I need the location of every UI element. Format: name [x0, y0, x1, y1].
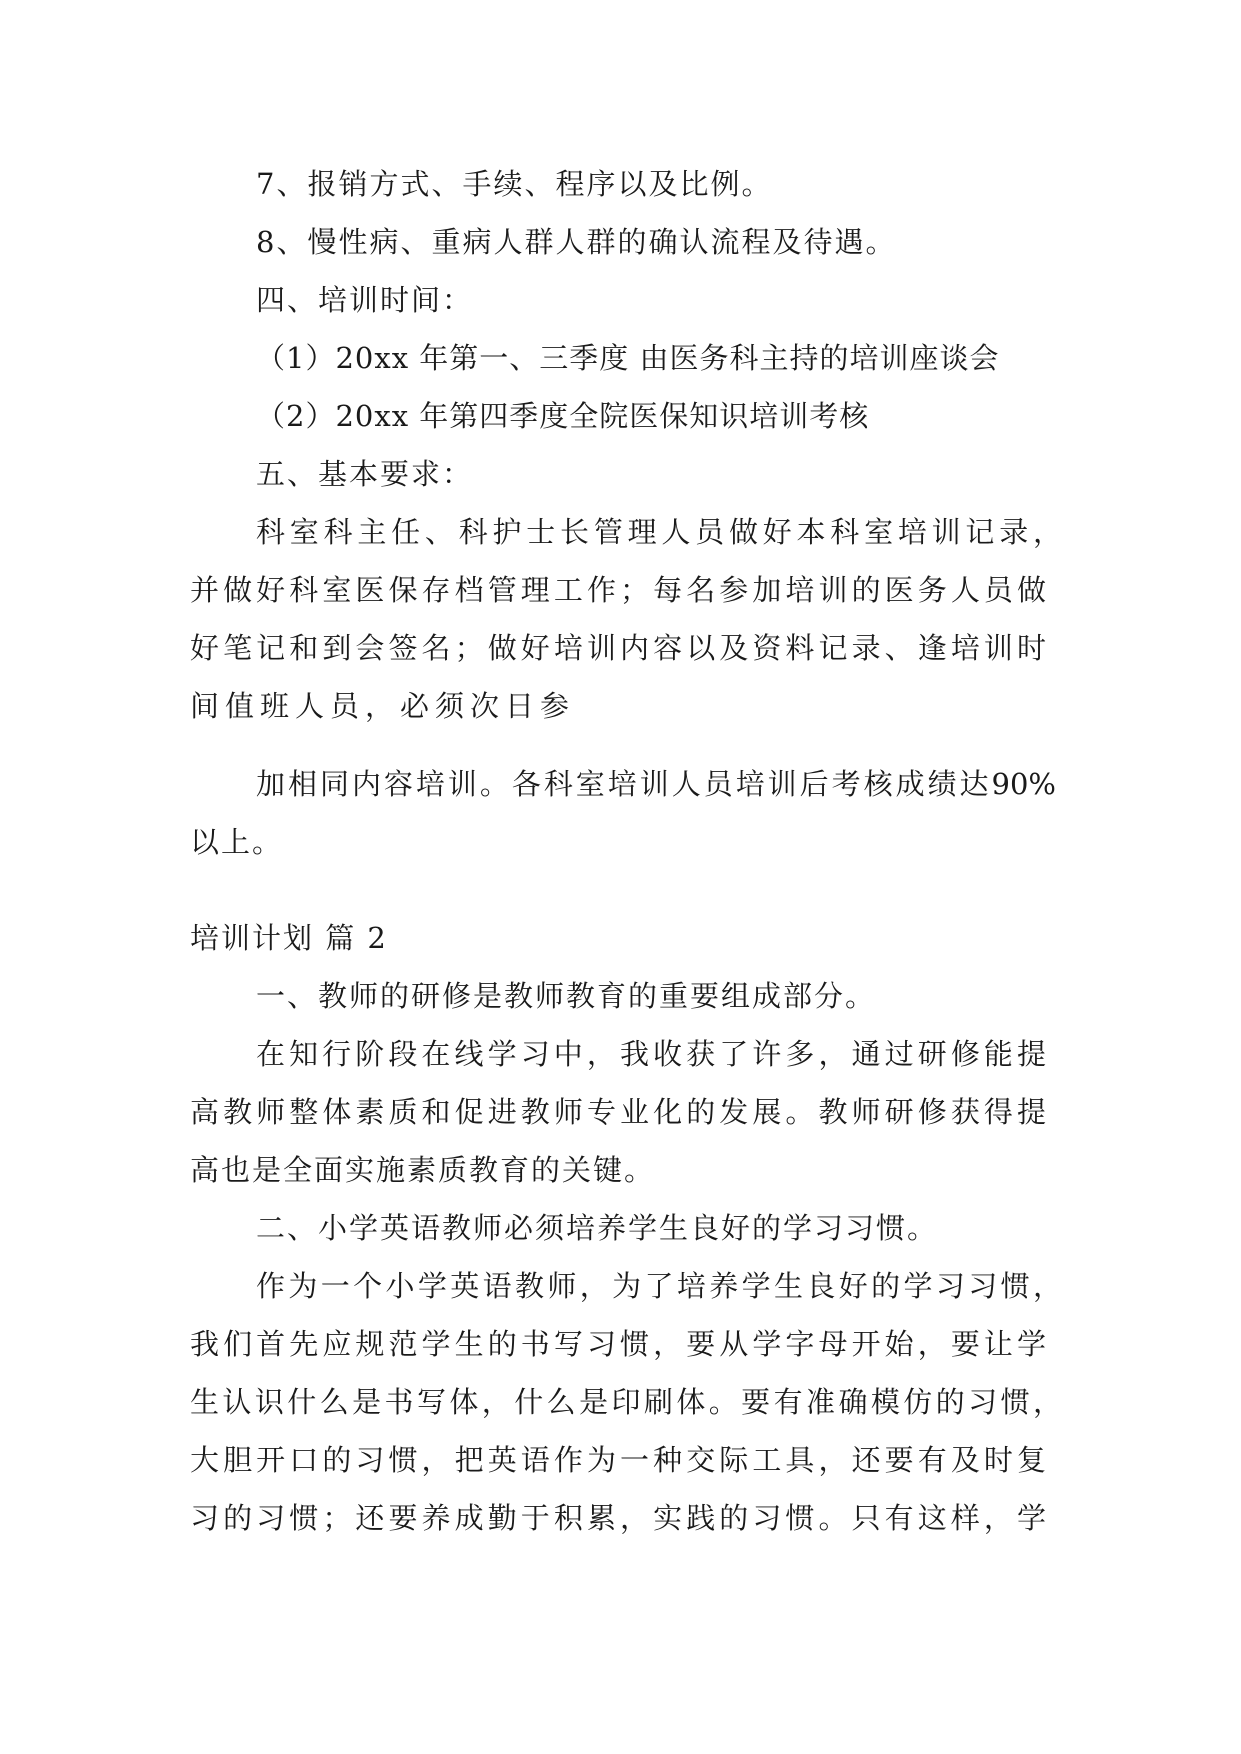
section-title: 培训计划 篇 2: [190, 921, 388, 955]
requirements-line-1: 科室科主任、科护士长管理人员做好本科室培训记录，: [256, 515, 1062, 549]
heading-basic-requirements: 五、基本要求：: [256, 457, 474, 491]
item-8: 8、慢性病、重病人群人群的确认流程及待遇。: [256, 225, 897, 259]
para2-line-2: 我们首先应规范学生的书写习惯，要从学字母开始，要让学: [190, 1327, 1046, 1361]
para2-line-4: 大胆开口的习惯，把英语作为一种交际工具，还要有及时复: [190, 1443, 1046, 1477]
requirements-line-4: 间值班人员，必须次日参: [190, 689, 576, 723]
para1-line-1: 在知行阶段在线学习中，我收获了许多，通过研修能提: [256, 1037, 1046, 1071]
point-2: 二、小学英语教师必须培养学生良好的学习习惯。: [256, 1211, 939, 1245]
heading-training-time: 四、培训时间：: [256, 283, 474, 317]
para2-line-3: 生认识什么是书写体，什么是印刷体。要有准确模仿的习惯，: [190, 1385, 1062, 1419]
point-1: 一、教师的研修是教师教育的重要组成部分。: [256, 979, 877, 1013]
para2-line-1: 作为一个小学英语教师，为了培养学生良好的学习习惯，: [256, 1269, 1062, 1303]
para1-line-2: 高教师整体素质和促进教师专业化的发展。教师研修获得提: [190, 1095, 1046, 1129]
requirements-cont-line-2: 以上。: [190, 825, 284, 859]
schedule-2: （2）20xx 年第四季度全院医保知识培训考核: [256, 399, 870, 433]
requirements-line-3: 好笔记和到会签名；做好培训内容以及资料记录、逢培训时: [190, 631, 1046, 665]
para1-line-3: 高也是全面实施素质教育的关键。: [190, 1153, 656, 1187]
requirements-cont-line-1: 加相同内容培训。各科室培训人员培训后考核成绩达90%: [256, 767, 1056, 801]
schedule-1: （1）20xx 年第一、三季度 由医务科主持的培训座谈会: [256, 341, 1000, 375]
requirements-line-2: 并做好科室医保存档管理工作；每名参加培训的医务人员做: [190, 573, 1046, 607]
item-7: 7、报销方式、手续、程序以及比例。: [256, 167, 773, 201]
para2-line-5: 习的习惯；还要养成勤于积累，实践的习惯。只有这样，学: [190, 1501, 1046, 1535]
